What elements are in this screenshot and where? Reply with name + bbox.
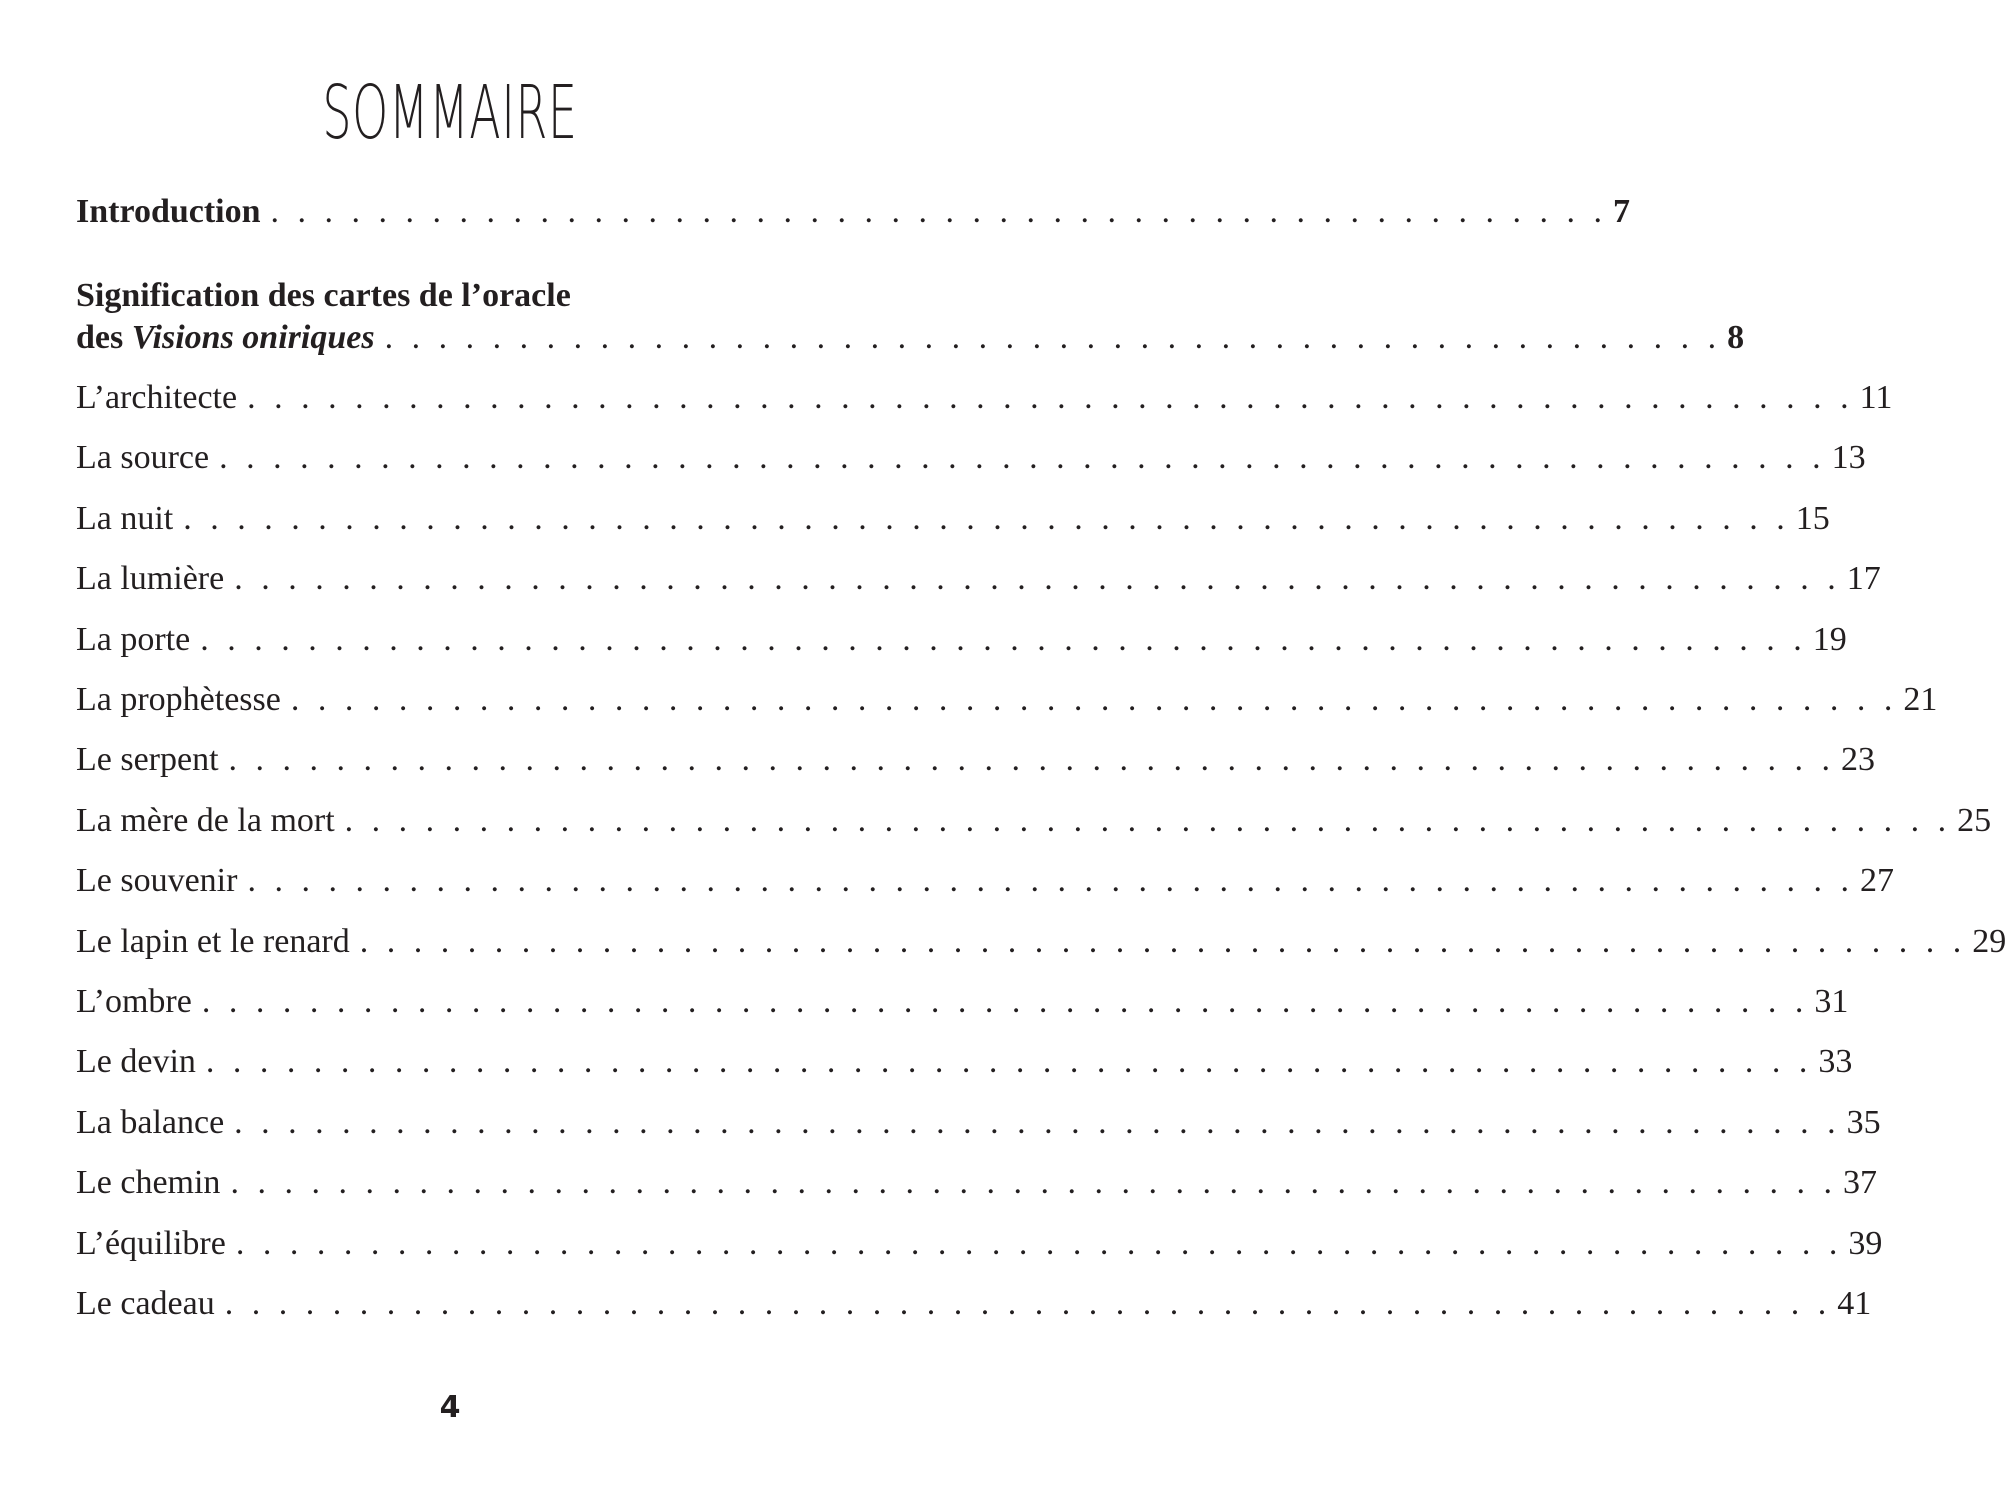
toc-dot-leader: . . . . . . . . . . . . . . . . . . . . . . . . . . . . . . . . . . . . . . . . . . . . . . . . . . . . . . . . . . . .: [235, 1225, 1843, 1262]
toc-entry-page: 31: [1814, 983, 1849, 1020]
toc-entry-label: Le devin: [76, 1043, 196, 1080]
toc-entry[interactable]: [76, 861, 1894, 901]
toc-dot-leader: . . . . . . . . . . . . . . . . . . . . . . . . . . . . . . . . . . . . . . . . . . . . . . . . . . . . . . . . . . . .: [183, 500, 1790, 537]
toc-entry[interactable]: [76, 922, 2006, 962]
toc-entry-label: La lumière: [76, 560, 225, 597]
toc-entry[interactable]: [76, 680, 1938, 720]
toc-entry[interactable]: [76, 1224, 1883, 1264]
toc-dot-leader: . . . . . . . . . . . . . . . . . . . . . . . . . . . . . . . . . . . . . . . . . . . . . . . . . .: [270, 193, 1608, 230]
toc-entry-page: 23: [1841, 741, 1876, 778]
toc-entry-page: 15: [1795, 500, 1830, 537]
toc-entry[interactable]: [76, 740, 1876, 780]
toc-entry-page: 7: [1613, 193, 1631, 230]
toc-entry[interactable]: [76, 1163, 1877, 1203]
toc-entry-label: Le souvenir: [76, 862, 238, 899]
toc-section-italic: Visions oniriques: [131, 319, 375, 356]
toc-dot-leader: . . . . . . . . . . . . . . . . . . . . . . . . . . . . . . . . . . . . . . . . . . . . . . . . . . . . . . . . . . . .: [359, 923, 1967, 960]
toc-dot-leader: . . . . . . . . . . . . . . . . . . . . . . . . . . . . . . . . . . . . . . . . . . . . . . . . . . . . . . . . . . . .: [234, 1104, 1841, 1141]
toc-dot-leader: . . . . . . . . . . . . . . . . . . . . . . . . . . . . . . . . . . . . . . . . . . . . . . . . . . . . . . . . . . . .: [224, 1285, 1832, 1322]
toc-entry[interactable]: [76, 620, 1847, 660]
toc-entry-page: 19: [1812, 621, 1847, 658]
toc-entry-label: [76, 318, 375, 358]
toc-dot-leader: . . . . . . . . . . . . . . . . . . . . . . . . . . . . . . . . . . . . . . . . . . . . . . . . . . . . . . . . . . . .: [247, 379, 1854, 416]
toc-dot-leader: . . . . . . . . . . . . . . . . . . . . . . . . . . . . . . . . . . . . . . . . . . . . . . . . . . . . . . . . . . . .: [290, 681, 1898, 718]
toc-entry-label: L’ombre: [76, 983, 192, 1020]
toc-entry-label: Le chemin: [76, 1164, 221, 1201]
toc-entry[interactable]: [76, 499, 1830, 539]
toc-entry[interactable]: [76, 1103, 1881, 1143]
toc-entry-label: Le cadeau: [76, 1285, 215, 1322]
toc-entry-label: La mère de la mort: [76, 802, 335, 839]
toc-entry-page: 8: [1727, 319, 1745, 356]
toc-entry-page: 11: [1859, 379, 1893, 416]
toc-entry[interactable]: [76, 801, 1992, 841]
toc-dot-leader: . . . . . . . . . . . . . . . . . . . . . . . . . . . . . . . . . . . . . . . . . . . . . . . . . . . . . . . . . . . .: [230, 1164, 1837, 1201]
toc-dot-leader: . . . . . . . . . . . . . . . . . . . . . . . . . . . . . . . . . . . . . . . . . . . . . . . . . . . . . . . . . . . .: [247, 862, 1854, 899]
toc-entry[interactable]: [76, 1042, 1853, 1082]
page-title: SOMMAIRE: [322, 70, 578, 156]
toc-entry[interactable]: [76, 559, 1881, 599]
toc-entry-label: Introduction: [76, 193, 261, 230]
toc-entry-page: 13: [1831, 439, 1866, 476]
toc-dot-leader: . . . . . . . . . . . . . . . . . . . . . . . . . . . . . . . . . . . . . . . . . . . . . . . . . . . . . . . . . . . .: [200, 621, 1807, 658]
toc-entry-label: La porte: [76, 621, 191, 658]
toc-entry-page: 29: [1972, 923, 2006, 960]
toc-section-heading: Signification des cartes de l’oracle: [76, 277, 571, 314]
toc-entry-label: La nuit: [76, 500, 174, 537]
toc-entry-page: 21: [1903, 681, 1938, 718]
toc-entry-label: Le lapin et le renard: [76, 923, 350, 960]
toc-entry[interactable]: [76, 438, 1866, 478]
toc-dot-leader: . . . . . . . . . . . . . . . . . . . . . . . . . . . . . . . . . . . . . . . . . . . . . . . . . . . . . . . . . . . .: [201, 983, 1809, 1020]
toc-entry-page: 27: [1859, 862, 1894, 899]
toc-entry-page: 33: [1818, 1043, 1853, 1080]
toc-entry-label: La source: [76, 439, 210, 476]
toc-entry-section[interactable]: [76, 318, 1745, 358]
toc-entry-page: 41: [1837, 1285, 1872, 1322]
toc-entry-page: 37: [1842, 1164, 1877, 1201]
toc-entry-page: 17: [1846, 560, 1881, 597]
toc-entry-label: La balance: [76, 1104, 225, 1141]
toc-dot-leader: . . . . . . . . . . . . . . . . . . . . . . . . . . . . . . . . . . . . . . . . . . . . . . . . . . . . . . . . . . . .: [205, 1043, 1813, 1080]
toc-entry-label: Le serpent: [76, 741, 219, 778]
toc-dot-leader: . . . . . . . . . . . . . . . . . . . . . . . . . . . . . . . . . . . . . . . . . . . . . . . . . . . . . . . . . . . .: [219, 439, 1826, 476]
toc-entry-page: 35: [1846, 1104, 1881, 1141]
toc-entry[interactable]: [76, 1284, 1872, 1324]
toc-dot-leader: . . . . . . . . . . . . . . . . . . . . . . . . . . . . . . . . . . . . . . . . . . . . . . . . . . . . . . . . . . . .: [344, 802, 1952, 839]
toc-entry[interactable]: [76, 378, 1893, 418]
toc-entry-label: L’équilibre: [76, 1225, 226, 1262]
toc-entry-introduction[interactable]: [76, 192, 1631, 232]
toc-dot-leader: . . . . . . . . . . . . . . . . . . . . . . . . . . . . . . . . . . . . . . . . . . . . . . . . . . . . . . . . . . . .: [234, 560, 1841, 597]
toc-entry-label: L’architecte: [76, 379, 238, 416]
toc-entry[interactable]: [76, 982, 1849, 1022]
toc-dot-leader: . . . . . . . . . . . . . . . . . . . . . . . . . . . . . . . . . . . . . . . . . . . . . . . . . . . . . . . . . . . .: [228, 741, 1836, 778]
toc-entry-label: La prophètesse: [76, 681, 281, 718]
toc-section-prefix: des: [76, 319, 132, 356]
toc-dot-leader: . . . . . . . . . . . . . . . . . . . . . . . . . . . . . . . . . . . . . . . . . . . . . . . . . .: [384, 319, 1722, 356]
toc-entry-page: 25: [1957, 802, 1992, 839]
toc-entry-page: 39: [1848, 1225, 1883, 1262]
page-number: 4: [439, 1390, 461, 1425]
